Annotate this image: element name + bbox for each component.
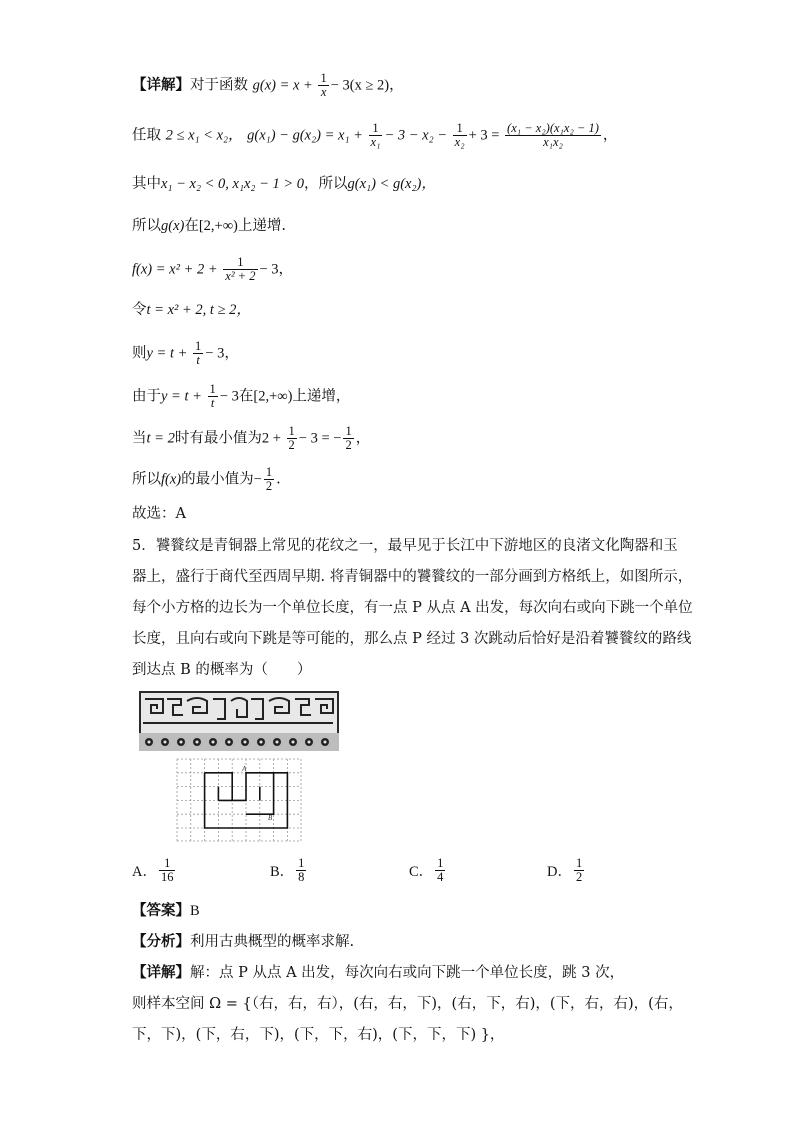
fraction: $\frac{1}{\text{x² + 2}}$ bbox=[225, 255, 256, 283]
detail2-line: 【详解】解：点 P 从点 A 出发，每次向右或向下跳一个单位长度，跳 3 次， bbox=[132, 964, 625, 981]
detail-line-9: 当t = 2时有最小值为2 + $\frac{1}{2}$ − 3 = − $\frac{1}{2}$ ， bbox=[132, 424, 371, 452]
sample-space-line-2: 下，下)，(下，右，下)，(下，下，右)，(下，下，下) }， bbox=[132, 1027, 505, 1043]
option-a: A． $\frac{1}{16}$ bbox=[132, 856, 174, 884]
detail-line-10: 所以f(x)的最小值为− $\frac{1}{2}$ . bbox=[132, 465, 281, 493]
detail-line-4: 所以g(x)在[2,+∞)上递增. bbox=[132, 218, 286, 234]
fraction: $\frac{1}{2}$ bbox=[265, 465, 273, 493]
detail-tag: 【详解】 bbox=[132, 76, 190, 94]
grid-figure bbox=[176, 758, 302, 842]
point-b-label: B bbox=[268, 814, 273, 822]
fraction: $\frac{\text{(x₁ − x₂)(x₁x₂ − 1)}}{\text{x₁x₂}}$ bbox=[507, 121, 599, 149]
answer-line: 故选：A bbox=[132, 506, 186, 522]
option-c: C． $\frac{1}{4}$ bbox=[409, 856, 444, 884]
question-line-5: 到达点 B 的概率为（ ） bbox=[132, 662, 312, 678]
fraction: $\frac{1}{\text{x₂}}$ bbox=[454, 121, 465, 149]
option-b: B． $\frac{1}{8}$ bbox=[270, 856, 305, 884]
detail-line-2: 任取 2 ≤ x₁ < x₂， g(x₁) − g(x₂) = x₁ + $\frac{1}{\text{x₁}}$ − 3 − x₂ − $\frac{1}{\text{x₂}}$ + 3 = $\frac{\text{(x₁ − x₂)(x₁x₂ − 1)}}{\text{x₁x₂}}$ ， bbox=[132, 121, 618, 149]
detail-line-6: 令t = x² + 2, t ≥ 2， bbox=[132, 302, 251, 318]
question-line-1: 5．饕餮纹是青铜器上常见的花纹之一，最早见于长江中下游地区的良渚文化陶器和玉 bbox=[132, 538, 678, 554]
detail-line-7: 则y = t + $\frac{1}{t}$ − 3， bbox=[132, 339, 239, 367]
question-line-4: 长度，且向右或向下跳是等可能的，那么点 P 经过 3 次跳动后恰好是沿着饕餮纹的路线 bbox=[132, 631, 692, 647]
detail-line-3: 其中x₁ − x₂ < 0, x₁x₂ − 1 > 0，所以g(x₁) < g(x₂)， bbox=[132, 176, 436, 192]
sample-space-line-1: 则样本空间 Ω = {（右，右，右），(右，右，下)，(右，下，右)，(下，右，右)，(右， bbox=[132, 996, 683, 1012]
analysis-line: 【分析】利用古典概型的概率求解. bbox=[132, 933, 355, 950]
fraction: $\frac{1}{t}$ bbox=[209, 382, 216, 410]
fraction: $\frac{1}{2}$ bbox=[288, 424, 295, 452]
answer-key-line: 【答案】B bbox=[132, 902, 200, 919]
option-d: D． $\frac{1}{2}$ bbox=[547, 856, 583, 884]
point-a-label: A bbox=[242, 765, 247, 773]
detail-line-8: 由于y = t + $\frac{1}{t}$ − 3在[2,+∞)上递增， bbox=[132, 382, 351, 410]
question-line-2: 器上，盛行于商代至西周早期. 将青铜器中的饕餮纹的一部分画到方格纸上，如图所示， bbox=[132, 569, 693, 585]
detail-line-1: 【详解】对于函数 g(x) = x + $\frac{1}{x}$ − 3(x ≥ 2)， bbox=[132, 71, 404, 99]
fraction: $\frac{1}{2}$ bbox=[345, 424, 352, 452]
question-line-3: 每个小方格的边长为一个单位长度，有一点 P 从点 A 出发，每次向右或向下跳一个单位 bbox=[132, 600, 693, 616]
taotie-pattern-image bbox=[139, 691, 339, 751]
fraction: $\frac{1}{\text{x₁}}$ bbox=[370, 121, 381, 149]
detail-line-5: f(x) = x² + 2 + $\frac{1}{\text{x² + 2}}$ − 3， bbox=[132, 255, 294, 283]
fraction: $\frac{1}{x}$ bbox=[320, 71, 327, 99]
fraction: $\frac{1}{t}$ bbox=[195, 339, 202, 367]
